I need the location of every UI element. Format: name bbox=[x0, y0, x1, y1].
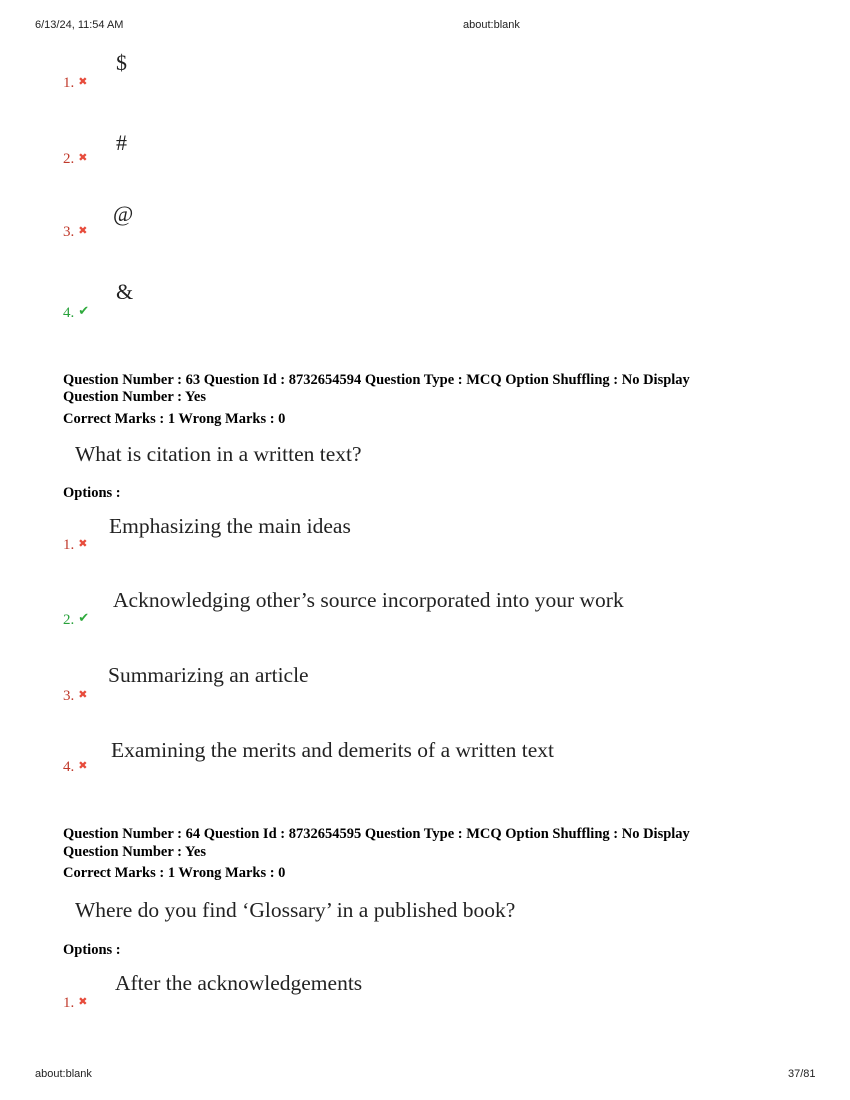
options-label: Options : bbox=[63, 942, 121, 958]
option-number: 3. ✖ bbox=[63, 224, 88, 240]
cross-mark-icon: ✖ bbox=[78, 75, 88, 88]
question-marks: Correct Marks : 1 Wrong Marks : 0 bbox=[63, 865, 286, 881]
check-mark-icon: ✔ bbox=[78, 611, 90, 626]
option-text: $ bbox=[116, 50, 127, 75]
option-text: Acknowledging other’s source incorporated into your work bbox=[113, 588, 624, 612]
option-text: # bbox=[116, 130, 127, 155]
question-meta: Question Number : 64 Question Id : 8732654595 Question Type : MCQ Option Shuffling : No Display bbox=[63, 826, 690, 842]
cross-mark-icon: ✖ bbox=[78, 537, 88, 550]
option-text: @ bbox=[113, 201, 134, 226]
option-text: Summarizing an article bbox=[108, 663, 309, 687]
option-number: 1. ✖ bbox=[63, 995, 88, 1011]
cross-mark-icon: ✖ bbox=[78, 688, 88, 701]
cross-mark-icon: ✖ bbox=[78, 995, 88, 1008]
option-text: Emphasizing the main ideas bbox=[109, 514, 351, 538]
question-meta: Question Number : 63 Question Id : 8732654594 Question Type : MCQ Option Shuffling : No Display bbox=[63, 372, 690, 388]
check-mark-icon: ✔ bbox=[78, 304, 90, 319]
option-number: 1. ✖ bbox=[63, 75, 88, 91]
option-text: After the acknowledgements bbox=[115, 971, 363, 995]
option-number: 1. ✖ bbox=[63, 537, 88, 553]
question-text: Where do you find ‘Glossary’ in a published book? bbox=[75, 898, 516, 922]
page-counter: 37/81 bbox=[788, 1068, 816, 1080]
option-number: 3. ✖ bbox=[63, 688, 88, 704]
option-number: 4. ✔ bbox=[63, 304, 90, 321]
option-text: & bbox=[116, 279, 134, 304]
cross-mark-icon: ✖ bbox=[78, 759, 88, 772]
options-label: Options : bbox=[63, 485, 121, 501]
cross-mark-icon: ✖ bbox=[78, 151, 88, 164]
question-meta-display: Question Number : Yes bbox=[63, 844, 206, 860]
print-url-header: about:blank bbox=[463, 19, 520, 31]
option-text: Examining the merits and demerits of a written text bbox=[111, 738, 555, 762]
question-marks: Correct Marks : 1 Wrong Marks : 0 bbox=[63, 411, 286, 427]
print-url-footer: about:blank bbox=[35, 1068, 92, 1080]
option-number: 2. ✖ bbox=[63, 151, 88, 167]
option-number: 2. ✔ bbox=[63, 611, 90, 628]
option-number: 4. ✖ bbox=[63, 759, 88, 775]
question-text: What is citation in a written text? bbox=[75, 442, 362, 466]
cross-mark-icon: ✖ bbox=[78, 224, 88, 237]
print-datetime: 6/13/24, 11:54 AM bbox=[35, 19, 124, 31]
question-meta-display: Question Number : Yes bbox=[63, 389, 206, 405]
